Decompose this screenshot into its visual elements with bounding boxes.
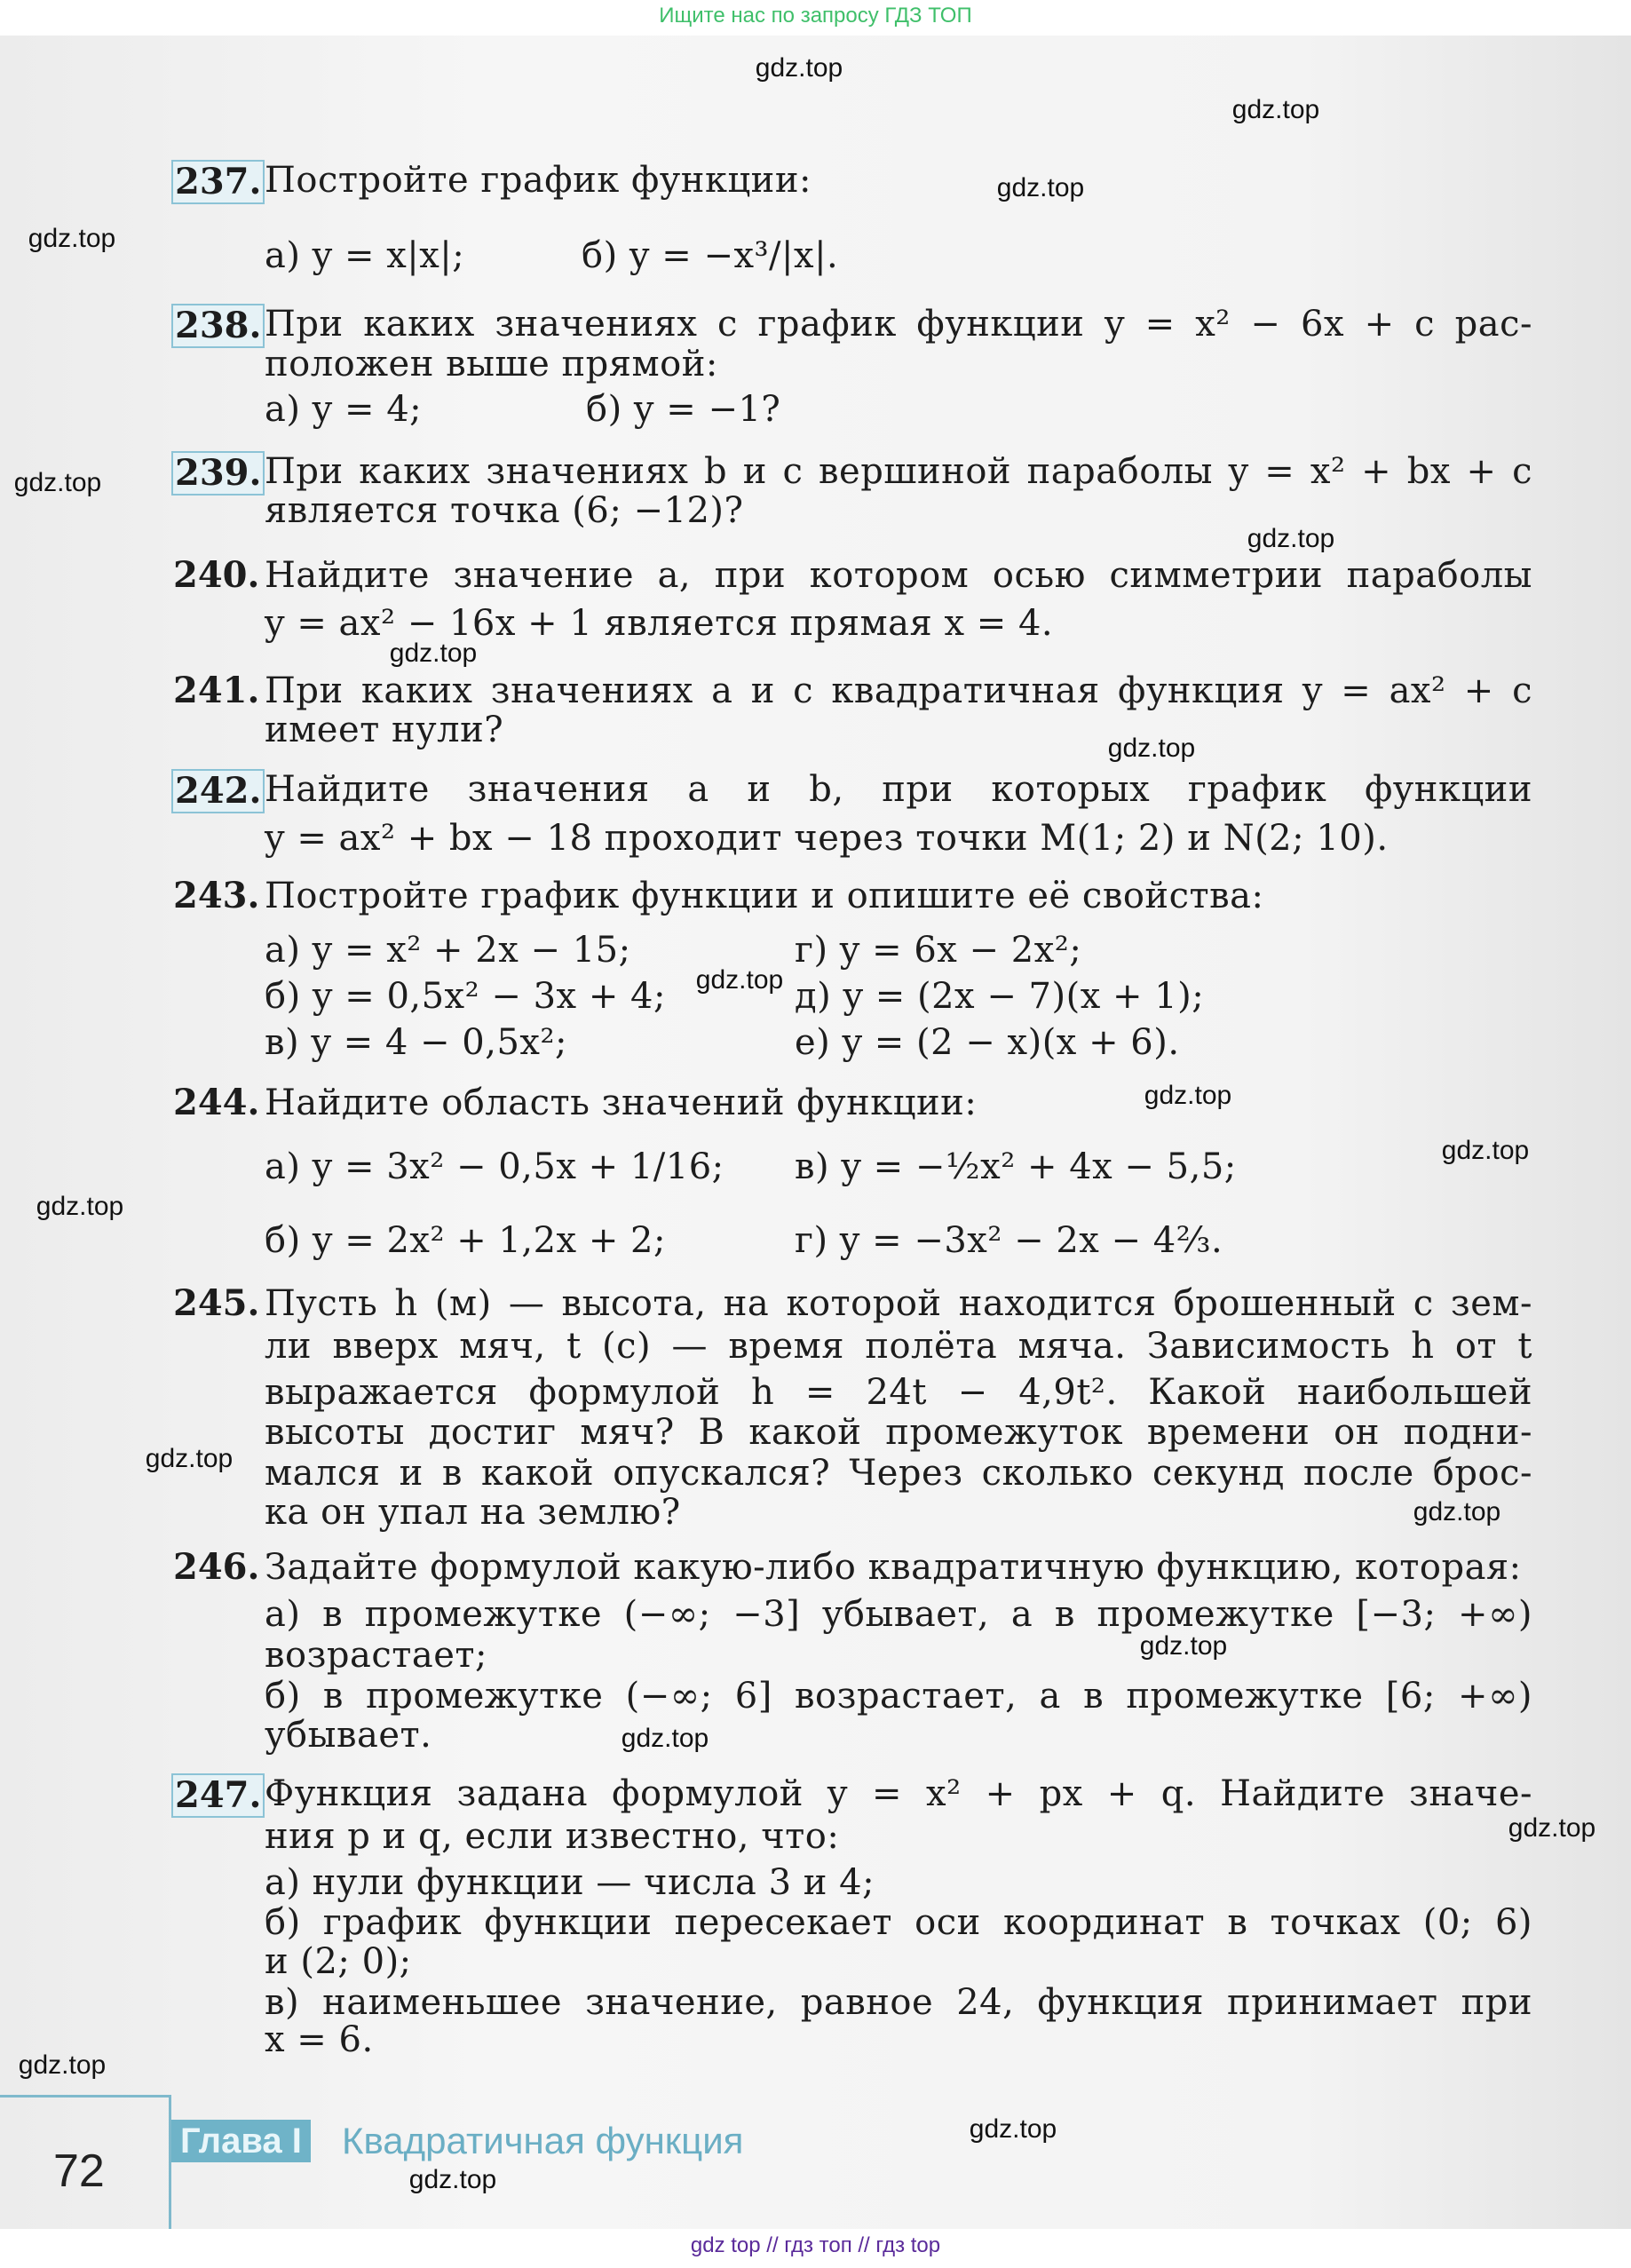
problem-number: 246.	[173, 1546, 260, 1588]
problem-part: б) график функции пересекает оси координат в точках (0; 6)	[265, 1902, 1532, 1943]
watermark: gdz.top	[28, 224, 116, 253]
problem-part: г) y = −3x² − 2x − 4⅔.	[795, 1220, 1223, 1261]
problem-part: е) y = (2 − x)(x + 6).	[795, 1022, 1180, 1063]
watermark: gdz.top	[408, 2165, 497, 2194]
problem-text: является точка (6; −12)?	[265, 490, 744, 531]
watermark: gdz.top	[1139, 1631, 1228, 1661]
watermark: gdz.top	[755, 53, 843, 83]
problem-part: возрастает;	[265, 1635, 488, 1676]
watermark: gdz.top	[695, 965, 784, 995]
problem-part: и (2; 0);	[265, 1941, 412, 1982]
page-corner-rule	[0, 2095, 171, 2098]
problem-part: а) в промежутке (−∞; −3] убывает, а в промежутке [−3; +∞)	[265, 1594, 1532, 1635]
problem-text: Постройте график функции:	[265, 160, 812, 201]
problem-part: в) y = −½x² + 4x − 5,5;	[795, 1146, 1237, 1187]
watermark: gdz.top	[145, 1444, 234, 1473]
problem-text: Задайте формулой какую-либо квадратичную функцию, которая:	[265, 1547, 1522, 1588]
problem-text: Пусть h (м) — высота, на которой находится брошенный с зем-	[265, 1283, 1532, 1324]
watermark: gdz.top	[1247, 524, 1335, 553]
problem-text: положен выше прямой:	[265, 344, 718, 385]
problem-number: 245.	[173, 1282, 260, 1324]
problem-part: в) наименьшее значение, равное 24, функция принимает при	[265, 1982, 1532, 2023]
problem-part: г) y = 6x − 2x²;	[795, 930, 1082, 971]
problem-text: При каких значениях c график функции y = x² − 6x + c рас-	[265, 304, 1532, 345]
watermark: gdz.top	[36, 1192, 124, 1221]
problem-number: 244.	[173, 1082, 260, 1123]
problem-part: б) y = −1?	[586, 389, 781, 430]
problem-text: мался и в какой опускался? Через сколько секунд после брос-	[265, 1453, 1532, 1494]
problem-number: 240.	[173, 554, 260, 596]
problem-part: б) y = 0,5x² − 3x + 4;	[265, 976, 666, 1017]
problem-text: y = ax² − 16x + 1 является прямая x = 4.	[265, 603, 1054, 644]
problem-text: При каких значениях a и c квадратичная функция y = ax² + c	[265, 670, 1532, 711]
chapter-label: Глава I	[171, 2120, 311, 2162]
problem-text: ка он упал на землю?	[265, 1492, 681, 1533]
problem-text: Найдите область значений функции:	[265, 1082, 978, 1123]
problem-part: а) y = x² + 2x − 15;	[265, 930, 631, 971]
problem-part: д) y = (2x − 7)(x + 1);	[795, 976, 1205, 1017]
watermark: gdz.top	[1441, 1136, 1530, 1165]
problem-number: 238.	[171, 304, 265, 348]
problem-part: а) y = x|x|;	[265, 235, 465, 276]
chapter-title: Квадратичная функция	[342, 2120, 744, 2161]
problem-part: в) y = 4 − 0,5x²;	[265, 1022, 567, 1063]
watermark: gdz.top	[969, 2114, 1057, 2144]
problem-part: б) y = 2x² + 1,2x + 2;	[265, 1220, 666, 1261]
problem-text: y = ax² + bx − 18 проходит через точки M(1; 2) и N(2; 10).	[265, 818, 1389, 859]
problem-number: 247.	[171, 1773, 265, 1818]
problem-text: Найдите значения a и b, при которых график функции	[265, 769, 1532, 810]
problem-text: Функция задана формулой y = x² + px + q. Найдите значе-	[265, 1773, 1532, 1814]
watermark: gdz.top	[1413, 1497, 1501, 1527]
search-hint-banner[interactable]: Ищите нас по запросу ГДЗ ТОП	[659, 4, 972, 28]
problem-text: имеет нули?	[265, 710, 504, 750]
problem-text: высоты достиг мяч? В какой промежуток времени он подни-	[265, 1412, 1532, 1453]
page-number: 72	[53, 2145, 105, 2197]
problem-number: 243.	[173, 875, 260, 916]
watermark: gdz.top	[1107, 734, 1196, 763]
problem-number: 237.	[171, 160, 265, 204]
problem-part: а) y = 4;	[265, 389, 423, 430]
watermark: gdz.top	[389, 638, 478, 668]
problem-number: 241.	[173, 670, 260, 711]
problem-part: а) нули функции — числа 3 и 4;	[265, 1862, 875, 1903]
problem-part: убывает.	[265, 1715, 432, 1756]
watermark: gdz.top	[13, 468, 102, 497]
site-footer-link[interactable]: gdz top // гдз топ // гдз top	[690, 2233, 941, 2257]
problem-part: б) в промежутке (−∞; 6] возрастает, а в промежутке [6; +∞)	[265, 1676, 1532, 1717]
problem-text: Постройте график функции и опишите её свойства:	[265, 876, 1264, 916]
problem-text: ли вверх мяч, t (с) — время полёта мяча. Зависимость h от t	[265, 1326, 1532, 1367]
problem-part: б) y = −x³/|x|.	[582, 235, 839, 276]
watermark: gdz.top	[1231, 95, 1320, 124]
problem-part: x = 6.	[265, 2019, 374, 2060]
watermark: gdz.top	[1508, 1813, 1596, 1843]
watermark: gdz.top	[1144, 1081, 1232, 1110]
problem-text: При каких значениях b и c вершиной параболы y = x² + bx + c	[265, 451, 1532, 492]
problem-text: выражается формулой h = 24t − 4,9t². Какой наибольшей	[265, 1372, 1532, 1413]
problem-text: ния p и q, если известно, что:	[265, 1816, 840, 1857]
watermark: gdz.top	[996, 173, 1085, 202]
problem-text: Найдите значение a, при котором осью симметрии параболы	[265, 555, 1532, 596]
watermark: gdz.top	[621, 1724, 709, 1753]
problem-number: 239.	[171, 451, 265, 496]
watermark: gdz.top	[18, 2050, 107, 2080]
problem-number: 242.	[171, 769, 265, 813]
problem-part: а) y = 3x² − 0,5x + 1/16;	[265, 1146, 724, 1187]
